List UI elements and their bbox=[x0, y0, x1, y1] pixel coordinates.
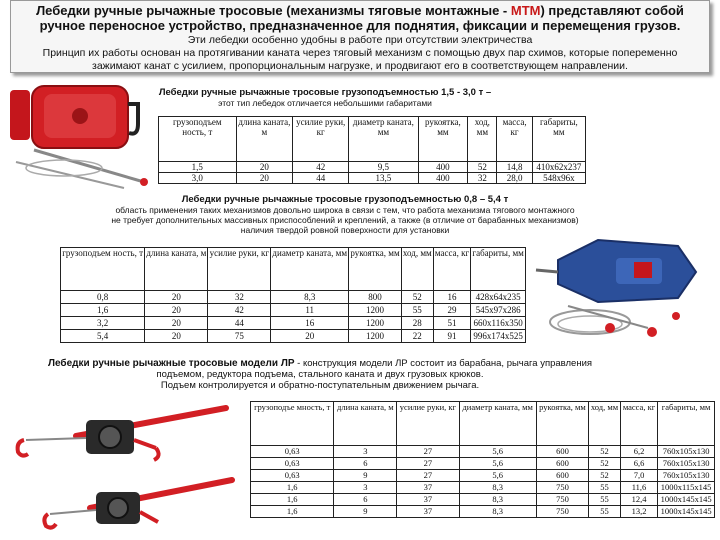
table-cell: 20 bbox=[145, 317, 208, 330]
table-cell: 1200 bbox=[349, 330, 402, 343]
table-cell: 52 bbox=[589, 470, 621, 482]
section1-heading bbox=[150, 87, 500, 108]
table-cell: 1,6 bbox=[251, 506, 334, 518]
table-cell: 1000х115х145 bbox=[658, 482, 715, 494]
table-cell: 91 bbox=[433, 330, 470, 343]
table-cell: 13,2 bbox=[620, 506, 657, 518]
col-header-dimensions: габариты, мм bbox=[532, 117, 585, 162]
table-cell: 32 bbox=[468, 173, 497, 184]
table-cell: 8,3 bbox=[459, 506, 536, 518]
table-cell: 428х64х235 bbox=[471, 291, 526, 304]
table-header-row bbox=[159, 117, 586, 162]
table-cell: 37 bbox=[397, 494, 459, 506]
table-row bbox=[61, 317, 526, 330]
table-row bbox=[61, 330, 526, 343]
section2-desc: область применения таких механизмов довольно широка в связи с тем, что работа механизма тягового монтажного не требует дополнительных массивных приспособлений и креплений, а также (в отличие от барабанных механизмов) наличия твердой ровной поверхности для установки bbox=[111, 205, 579, 235]
table-cell: 52 bbox=[589, 458, 621, 470]
table-cell: 600 bbox=[536, 446, 588, 458]
table-cell: 600 bbox=[536, 458, 588, 470]
col-header-dimensions: габариты, мм bbox=[658, 402, 715, 446]
table-cell: 22 bbox=[401, 330, 433, 343]
lr-lever-winch-image-top bbox=[6, 400, 236, 470]
table-cell: 7,0 bbox=[620, 470, 657, 482]
table-cell: 3 bbox=[334, 446, 397, 458]
table-cell: 20 bbox=[236, 162, 293, 173]
table-row bbox=[251, 506, 715, 518]
table-cell: 8,3 bbox=[271, 291, 349, 304]
table-cell: 55 bbox=[589, 482, 621, 494]
col-header-capacity: грузоподъе мность, т bbox=[251, 402, 334, 446]
table-cell: 16 bbox=[433, 291, 470, 304]
section2-title: Лебедки ручные рычажные тросовые грузоподъемностью 0,8 – 5,4 т bbox=[181, 194, 509, 205]
table-cell: 760х105х130 bbox=[658, 446, 715, 458]
col-header-mass: масса, кг bbox=[497, 117, 532, 162]
table-cell: 52 bbox=[589, 446, 621, 458]
table-row bbox=[251, 494, 715, 506]
col-header-mass: масса, кг bbox=[433, 248, 470, 291]
col-header-hand-force: усилие руки, кг bbox=[397, 402, 459, 446]
table-cell: 1200 bbox=[349, 317, 402, 330]
col-header-handle: рукоятка, мм bbox=[536, 402, 588, 446]
table-cell: 5,6 bbox=[459, 446, 536, 458]
table-cell: 27 bbox=[397, 458, 459, 470]
table-cell: 5,6 bbox=[459, 470, 536, 482]
section1-title: Лебедки ручные рычажные тросовые грузоподъемностью 1,5 - 3,0 т – bbox=[158, 87, 492, 98]
table-header-row bbox=[61, 248, 526, 291]
mtm-winch-blue-image bbox=[528, 232, 708, 350]
col-header-handle: рукоятка, мм bbox=[418, 117, 468, 162]
table-cell: 44 bbox=[208, 317, 271, 330]
section3-title: Лебедки ручные рычажные тросовые модели ЛР - конструкция модели ЛР состоит из барабана, рычага управления подъемом, редуктора подъема, стального каната и двух грузовых крюков. bbox=[47, 358, 593, 380]
col-header-stroke: ход, мм bbox=[401, 248, 433, 291]
table-cell: 9 bbox=[334, 470, 397, 482]
title-highlight: МТМ bbox=[510, 3, 541, 18]
lr-lever-winch-image-bottom bbox=[40, 470, 240, 538]
col-header-cable-diameter: диаметр каната, мм bbox=[459, 402, 536, 446]
table-cell: 29 bbox=[433, 304, 470, 317]
table-cell: 3,2 bbox=[61, 317, 145, 330]
table-cell: 8,3 bbox=[459, 494, 536, 506]
spec-table-2 bbox=[60, 247, 526, 343]
spec-table-3 bbox=[250, 401, 715, 518]
header-principle: Принцип их работы основан на протягивании каната через тяговый механизм с помощью двух пар схимов, которые попеременно зажимают канат с усилием, пропорциональным нагрузке, и продвигают его в соответствующем направлении. bbox=[42, 47, 678, 72]
col-header-hand-force: усилие руки, кг bbox=[208, 248, 271, 291]
col-header-cable-length: длина каната, м bbox=[334, 402, 397, 446]
section3-desc: Подъем контролируется и обратно-поступательным движением рычага. bbox=[160, 380, 480, 391]
table-cell: 42 bbox=[208, 304, 271, 317]
table-row bbox=[159, 173, 586, 184]
table-cell: 52 bbox=[468, 162, 497, 173]
table-cell: 14,8 bbox=[497, 162, 532, 173]
table-cell: 1,6 bbox=[251, 482, 334, 494]
table-cell: 1,6 bbox=[61, 304, 145, 317]
table-cell: 5,6 bbox=[459, 458, 536, 470]
table-row bbox=[251, 446, 715, 458]
col-header-stroke: ход, мм bbox=[468, 117, 497, 162]
table-row bbox=[251, 482, 715, 494]
table-cell: 5,4 bbox=[61, 330, 145, 343]
page-title: Лебедки ручные рычажные тросовые (механизмы тяговые монтажные - МТМ) представляют собой ручное переносное устройство, предназначенное для поднятия, фиксации и перемещения грузов. bbox=[36, 3, 684, 33]
col-header-cable-length: длина каната, м bbox=[236, 117, 293, 162]
table-cell: 9 bbox=[334, 506, 397, 518]
col-header-dimensions: габариты, мм bbox=[471, 248, 526, 291]
header-box bbox=[10, 0, 710, 73]
table-cell: 55 bbox=[401, 304, 433, 317]
col-header-capacity: грузоподъем ность, т bbox=[61, 248, 145, 291]
table-cell: 32 bbox=[208, 291, 271, 304]
table-cell: 20 bbox=[145, 291, 208, 304]
table-cell: 400 bbox=[418, 162, 468, 173]
spec-table-1 bbox=[158, 116, 586, 184]
table-cell: 37 bbox=[397, 506, 459, 518]
table-cell: 1000х145х145 bbox=[658, 494, 715, 506]
table-cell: 750 bbox=[536, 506, 588, 518]
section3-heading bbox=[40, 358, 600, 391]
table-cell: 0,63 bbox=[251, 470, 334, 482]
table-cell: 400 bbox=[418, 173, 468, 184]
table-row bbox=[159, 162, 586, 173]
table-cell: 760х105х130 bbox=[658, 470, 715, 482]
table-cell: 20 bbox=[145, 330, 208, 343]
col-header-hand-force: усилие руки, кг bbox=[293, 117, 349, 162]
table-cell: 996х174х525 bbox=[471, 330, 526, 343]
table-cell: 55 bbox=[589, 494, 621, 506]
table-cell: 28 bbox=[401, 317, 433, 330]
mtm-winch-red-image bbox=[4, 82, 154, 192]
table-cell: 55 bbox=[589, 506, 621, 518]
table-row bbox=[61, 291, 526, 304]
section1-desc: этот тип лебедок отличается небольшими габаритами bbox=[218, 98, 432, 108]
table-cell: 6,2 bbox=[620, 446, 657, 458]
table-cell: 44 bbox=[293, 173, 349, 184]
table-cell: 75 bbox=[208, 330, 271, 343]
table-cell: 42 bbox=[293, 162, 349, 173]
col-header-mass: масса, кг bbox=[620, 402, 657, 446]
table-row bbox=[251, 458, 715, 470]
table-header-row bbox=[251, 402, 715, 446]
table-cell: 0,63 bbox=[251, 446, 334, 458]
table-cell: 1,6 bbox=[251, 494, 334, 506]
table-cell: 750 bbox=[536, 494, 588, 506]
table-cell: 0,8 bbox=[61, 291, 145, 304]
table-cell: 3,0 bbox=[159, 173, 237, 184]
col-header-cable-length: длина каната, м bbox=[145, 248, 208, 291]
col-header-cable-diameter: диаметр каната, мм bbox=[349, 117, 418, 162]
table-cell: 6 bbox=[334, 458, 397, 470]
table-cell: 20 bbox=[236, 173, 293, 184]
table-cell: 27 bbox=[397, 446, 459, 458]
col-header-stroke: ход, мм bbox=[589, 402, 621, 446]
table-cell: 0,63 bbox=[251, 458, 334, 470]
table-cell: 750 bbox=[536, 482, 588, 494]
col-header-cable-diameter: диаметр каната, мм bbox=[271, 248, 349, 291]
table-cell: 600 bbox=[536, 470, 588, 482]
table-cell: 51 bbox=[433, 317, 470, 330]
table-cell: 3 bbox=[334, 482, 397, 494]
col-header-capacity: грузоподъем ность, т bbox=[159, 117, 237, 162]
section2-heading bbox=[110, 194, 580, 235]
table-cell: 1,5 bbox=[159, 162, 237, 173]
table-cell: 20 bbox=[271, 330, 349, 343]
table-row bbox=[251, 470, 715, 482]
col-header-handle: рукоятка, мм bbox=[349, 248, 402, 291]
table-cell: 8,3 bbox=[459, 482, 536, 494]
table-cell: 545х97х286 bbox=[471, 304, 526, 317]
table-cell: 16 bbox=[271, 317, 349, 330]
table-cell: 13,5 bbox=[349, 173, 418, 184]
table-cell: 6,6 bbox=[620, 458, 657, 470]
table-cell: 11 bbox=[271, 304, 349, 317]
table-cell: 660х116х350 bbox=[471, 317, 526, 330]
table-cell: 760х105х130 bbox=[658, 458, 715, 470]
table-cell: 20 bbox=[145, 304, 208, 317]
header-subtitle: Эти лебедки особенно удобны в работе при отсутствии электричества bbox=[187, 34, 533, 46]
table-cell: 1000х145х145 bbox=[658, 506, 715, 518]
table-cell: 9,5 bbox=[349, 162, 418, 173]
table-cell: 1200 bbox=[349, 304, 402, 317]
table-cell: 410х62х237 bbox=[532, 162, 585, 173]
table-cell: 27 bbox=[397, 470, 459, 482]
table-cell: 12,4 bbox=[620, 494, 657, 506]
table-cell: 6 bbox=[334, 494, 397, 506]
table-cell: 52 bbox=[401, 291, 433, 304]
table-cell: 11,6 bbox=[620, 482, 657, 494]
table-cell: 37 bbox=[397, 482, 459, 494]
table-cell: 548х96х bbox=[532, 173, 585, 184]
table-cell: 800 bbox=[349, 291, 402, 304]
table-cell: 28,0 bbox=[497, 173, 532, 184]
table-row bbox=[61, 304, 526, 317]
